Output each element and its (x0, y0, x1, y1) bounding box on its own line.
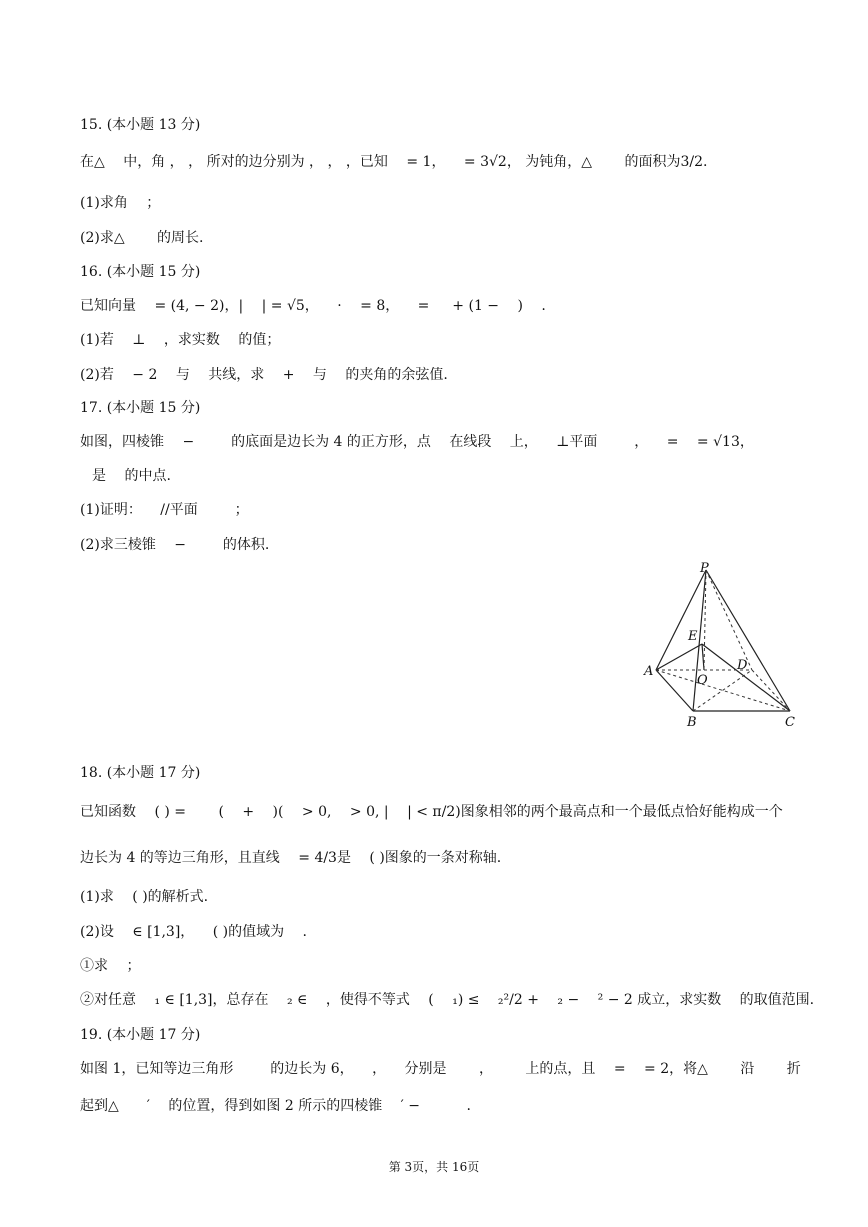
problem-18-question-2b: ②对任意 ₁ ∈ [1,3]，总存在 ₂ ∈ ，使得不等式 ( ₁) ≤ ₂²/2 + ₂ − ² − 2 成立，求实数 的取值范围. (80, 992, 815, 1008)
problem-19-header: 19. (本小题 17 分) (80, 1027, 201, 1043)
problem-16-header: 16. (本小题 15 分) (80, 264, 201, 280)
label-B: B (687, 715, 697, 730)
label-E: E (688, 629, 698, 644)
label-C: C (785, 715, 795, 730)
problem-15-stem: 在△ 中，角 ， ， 所对的边分别为 ， ， ，已知 = 1， = 3√2， 为钝角，△ 的面积为3/2. (80, 154, 708, 170)
problem-19-stem-line-1: 如图 1，已知等边三角形 的边长为 6， ， 分别是 ， 上的点，且 = = 2，将△ 沿 折 (80, 1061, 801, 1077)
problem-19-stem-line-2: 起到△ ′ 的位置，得到如图 2 所示的四棱锥 ′ − . (80, 1098, 471, 1114)
problem-18-question-2: (2)设 ∈ [1,3]， ( )的值域为 . (80, 924, 308, 940)
problem-17-header: 17. (本小题 15 分) (80, 400, 201, 416)
edge-PC (706, 570, 790, 711)
problem-16-stem: 已知向量 = (4, − 2)，| | = √5， · = 8， = + (1 − ) . (80, 298, 546, 314)
problem-18-question-1: (1)求 ( )的解析式. (80, 889, 209, 905)
pyramid-diagram (640, 560, 805, 730)
problem-18-stem-line-2: 边长为 4 的等边三角形，且直线 = 4/3是 ( )图象的一条对称轴. (80, 850, 502, 866)
problem-15-question-2: (2)求△ 的周长. (80, 230, 204, 246)
problem-18-question-2a: ①求 ； (80, 958, 141, 974)
label-O: O (697, 673, 708, 688)
edge-EC (702, 644, 790, 711)
problem-17-question-2: (2)求三棱锥 − 的体积. (80, 537, 270, 553)
problem-17-stem-line-2: 是 的中点. (92, 468, 171, 484)
problem-16-question-2: (2)若 − 2 与 共线，求 + 与 的夹角的余弦值. (80, 367, 448, 383)
problem-17-stem-line-1: 如图，四棱锥 − 的底面是边长为 4 的正方形，点 在线段 上， ⊥平面 ， = = √13， (80, 434, 754, 450)
problem-18-header: 18. (本小题 17 分) (80, 765, 201, 781)
page-footer: 第 3页，共 16页 (388, 1160, 480, 1174)
label-A: A (644, 664, 654, 679)
problem-15-header: 15. (本小题 13 分) (80, 117, 201, 133)
problem-16-question-1: (1)若 ⊥ ，求实数 的值； (80, 332, 281, 348)
edge-PD (706, 570, 752, 670)
label-D: D (737, 658, 748, 673)
problem-18-stem-line-1: 已知函数 ( ) = ( + )( > 0, > 0, | | < π/2)图象相邻的两个最高点和一个最低点恰好能构成一个 (80, 804, 783, 820)
pyramid-figure (640, 560, 805, 730)
problem-17-question-1: (1)证明： //平面 ； (80, 502, 249, 518)
label-P: P (700, 561, 709, 576)
problem-15-question-1: (1)求角 ； (80, 195, 161, 211)
